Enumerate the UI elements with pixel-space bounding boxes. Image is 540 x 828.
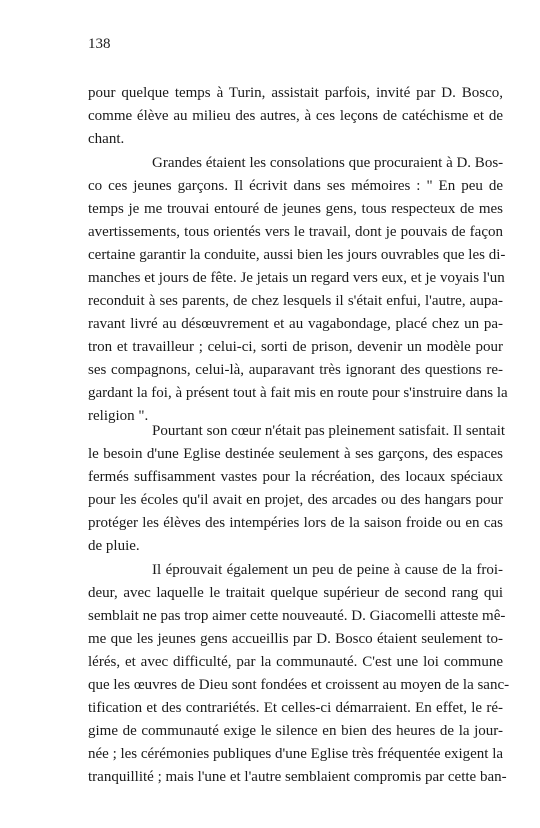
text-line: Il éprouvait également un peu de peine à cause de la froi-: [152, 562, 503, 578]
paragraph-4: [88, 559, 510, 789]
text-line: tranquillité ; mais l'une et l'autre semblaient compromis par cette ban-: [88, 769, 507, 785]
text-line: reconduit à ses parents, de chez lesquels il s'était enfui, l'autre, aupa-: [88, 293, 503, 309]
text-line: certaine garantir la conduite, aussi bien les jours ouvrables que les di-: [88, 247, 506, 263]
text-line: gardant la foi, à présent tout à fait mis en route pour s'instruire dans la: [88, 385, 508, 401]
paragraph-1: [88, 82, 503, 151]
text-line: temps je me trouvai entouré de jeunes gens, tous respecteux de mes: [88, 201, 503, 217]
text-line: Grandes étaient les consolations que procuraient à D. Bos-: [152, 155, 504, 171]
text-line: chant.: [88, 131, 125, 147]
text-line: gime de communauté exige le silence en bien des heures de la jour-: [88, 723, 503, 739]
text-line: le besoin d'une Eglise destinée seulement à ses garçons, des espaces: [88, 446, 503, 462]
paragraph-3: [88, 420, 506, 558]
text-line: pour les écoles qu'il avait en projet, des arcades ou des hangars pour: [88, 492, 503, 508]
text-line: ses compagnons, celui-là, auparavant très ignorant des questions re-: [88, 362, 503, 378]
text-line: tron et travailleur ; celui-ci, sorti de prison, devenir un modèle pour: [88, 339, 503, 355]
text-line: avertissements, tous orientés vers le travail, dont je pouvais de façon: [88, 224, 503, 240]
text-line: religion ".: [88, 408, 149, 424]
text-line: protéger les élèves des intempéries lors de la saison froide ou en cas: [88, 515, 503, 531]
text-line: de pluie.: [88, 538, 140, 554]
text-line: manches et jours de fête. Je jetais un regard vers eux, et je voyais l'un: [88, 270, 505, 286]
text-line: me que les jeunes gens accueillis par D. Bosco étaient seulement to-: [88, 631, 503, 647]
text-line: semblait ne pas trop aimer cette nouveauté. D. Giacomelli atteste mê-: [88, 608, 506, 624]
text-line: fermés suffisamment vastes pour la récréation, des locaux spéciaux: [88, 469, 503, 485]
text-line: lérés, et avec difficulté, par la communauté. C'est une loi commune: [88, 654, 503, 670]
text-line: comme élève au milieu des autres, à ces leçons de catéchisme et de: [88, 108, 503, 124]
text-line: que les œuvres de Dieu sont fondées et croissent au moyen de la sanc-: [88, 677, 510, 693]
page-number: 138: [88, 36, 111, 52]
text-line: pour quelque temps à Turin, assistait parfois, invité par D. Bosco,: [88, 85, 503, 101]
text-line: ravant livré au désœuvrement et au vagabondage, placé chez un pa-: [88, 316, 503, 332]
paragraph-2: [88, 152, 508, 428]
text-line: tification et des contrariétés. Et celles-ci démarraient. En effet, le ré-: [88, 700, 503, 716]
text-line: née ; les cérémonies publiques d'une Eglise très fréquentée exigent la: [88, 746, 504, 762]
text-line: Pourtant son cœur n'était pas pleinement satisfait. Il sentait: [152, 423, 506, 439]
text-line: co ces jeunes garçons. Il écrivit dans ses mémoires : " En peu de: [88, 178, 503, 194]
text-line: deur, avec laquelle le traitait quelque supérieur de second rang qui: [88, 585, 503, 601]
